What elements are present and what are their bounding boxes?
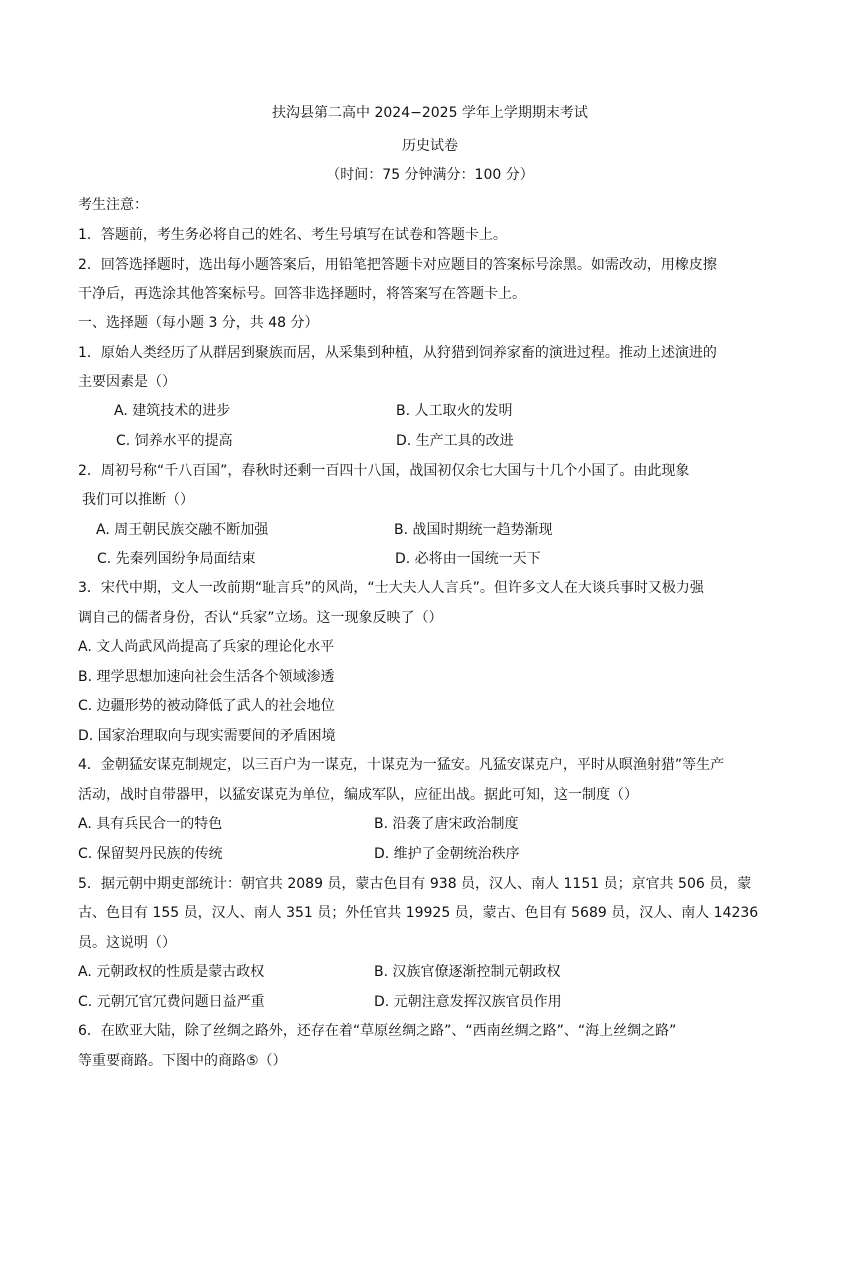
q2-option-a: A. 周王朝民族交融不断加强 bbox=[96, 522, 269, 538]
q3-option-d: D. 国家治理取向与现实需要间的矛盾困境 bbox=[78, 728, 336, 744]
q5-option-b: B. 汉族官僚逐渐控制元朝政权 bbox=[374, 964, 561, 980]
q5-stem-line1: 5．据元朝中期吏部统计：朝官共 2089 员，蒙古色目有 938 员，汉人、南人 1151 员；京官共 506 员，蒙 bbox=[78, 876, 752, 892]
q4-option-a: A. 具有兵民合一的特色 bbox=[78, 816, 223, 832]
q2-option-d: D. 必将由一国统一天下 bbox=[395, 551, 541, 567]
q6-stem-line1: 6．在欧亚大陆，除了丝绸之路外，还存在着“草原丝绸之路”、“西南丝绸之路”、“海上丝绸之路” bbox=[78, 1023, 677, 1039]
notice-item-1: 1．答题前，考生务必将自己的姓名、考生号填写在试卷和答题卡上。 bbox=[78, 227, 507, 243]
q1-option-a: A. 建筑技术的进步 bbox=[114, 403, 231, 419]
q1-stem-line2: 主要因素是（） bbox=[78, 374, 176, 390]
q1-option-b: B. 人工取火的发明 bbox=[396, 403, 513, 419]
q5-option-c: C. 元朝冗官冗费问题日益严重 bbox=[78, 994, 265, 1010]
exam-subtitle: 历史试卷 bbox=[402, 138, 458, 154]
q3-stem-line2: 调自己的儒者身份，否认“兵家”立场。这一现象反映了（） bbox=[78, 610, 443, 626]
exam-time-info: （时间：75 分钟满分：100 分） bbox=[326, 167, 534, 183]
q4-stem-line1: 4．金朝猛安谋克制规定，以三百户为一谋克，十谋克为一猛安。凡猛安谋克户，平时从暝渔射猎”等生产 bbox=[78, 757, 725, 773]
q3-option-a: A. 文人尚武风尚提高了兵家的理论化水平 bbox=[78, 639, 335, 655]
q4-option-c: C. 保留契丹民族的传统 bbox=[78, 846, 223, 862]
q3-stem-line1: 3．宋代中期，文人一改前期“耻言兵”的风尚，“士大夫人人言兵”。但许多文人在大谈兵事时又极力强 bbox=[78, 580, 704, 596]
exam-title: 扶沟县第二高中 2024−2025 学年上学期期末考试 bbox=[272, 105, 588, 121]
section-heading: 一、选择题（每小题 3 分，共 48 分） bbox=[78, 315, 319, 331]
q1-option-c: C. 饲养水平的提高 bbox=[116, 433, 233, 449]
q5-stem-line3: 员。这说明（） bbox=[78, 935, 176, 951]
q1-stem-line1: 1．原始人类经历了从群居到聚族而居，从采集到种植，从狩猎到饲养家畜的演进过程。推动上述演进的 bbox=[78, 345, 717, 361]
q1-option-d: D. 生产工具的改进 bbox=[396, 433, 514, 449]
q4-option-b: B. 沿袭了唐宋政治制度 bbox=[374, 816, 519, 832]
q2-option-c: C. 先秦列国纷争局面结束 bbox=[97, 551, 256, 567]
notice-heading: 考生注意： bbox=[78, 197, 148, 213]
q6-stem-line2: 等重要商路。下图中的商路⑤（） bbox=[78, 1053, 287, 1069]
q5-stem-line2: 古、色目有 155 员，汉人、南人 351 员；外任官共 19925 员，蒙古、色目有 5689 员，汉人、南人 14236 bbox=[78, 905, 759, 921]
q3-option-b: B. 理学思想加速向社会生活各个领域渗透 bbox=[78, 669, 335, 685]
notice-item-2-line1: 2．回答选择题时，选出每小题答案后，用铅笔把答题卡对应题目的答案标号涂黑。如需改动，用橡皮擦 bbox=[78, 257, 717, 273]
q4-option-d: D. 维护了金朝统治秩序 bbox=[374, 846, 520, 862]
q5-option-d: D. 元朝注意发挥汉族官员作用 bbox=[374, 994, 562, 1010]
q4-stem-line2: 活动，战时自带器甲，以猛安谋克为单位，编成军队，应征出战。据此可知，这一制度（） bbox=[78, 787, 638, 803]
q3-option-c: C. 边疆形势的被动降低了武人的社会地位 bbox=[78, 698, 335, 714]
q2-stem-line1: 2．周初号称“千八百国”，春秋时还剩一百四十八国，战国初仅余七大国与十几个小国了。由此现象 bbox=[78, 463, 690, 479]
q2-stem-line2: 我们可以推断（） bbox=[82, 492, 194, 508]
q2-option-b: B. 战国时期统一趋势渐现 bbox=[394, 522, 553, 538]
notice-item-2-line2: 干净后，再选涂其他答案标号。回答非选择题时，将答案写在答题卡上。 bbox=[78, 286, 526, 302]
q5-option-a: A. 元朝政权的性质是蒙古政权 bbox=[78, 964, 265, 980]
